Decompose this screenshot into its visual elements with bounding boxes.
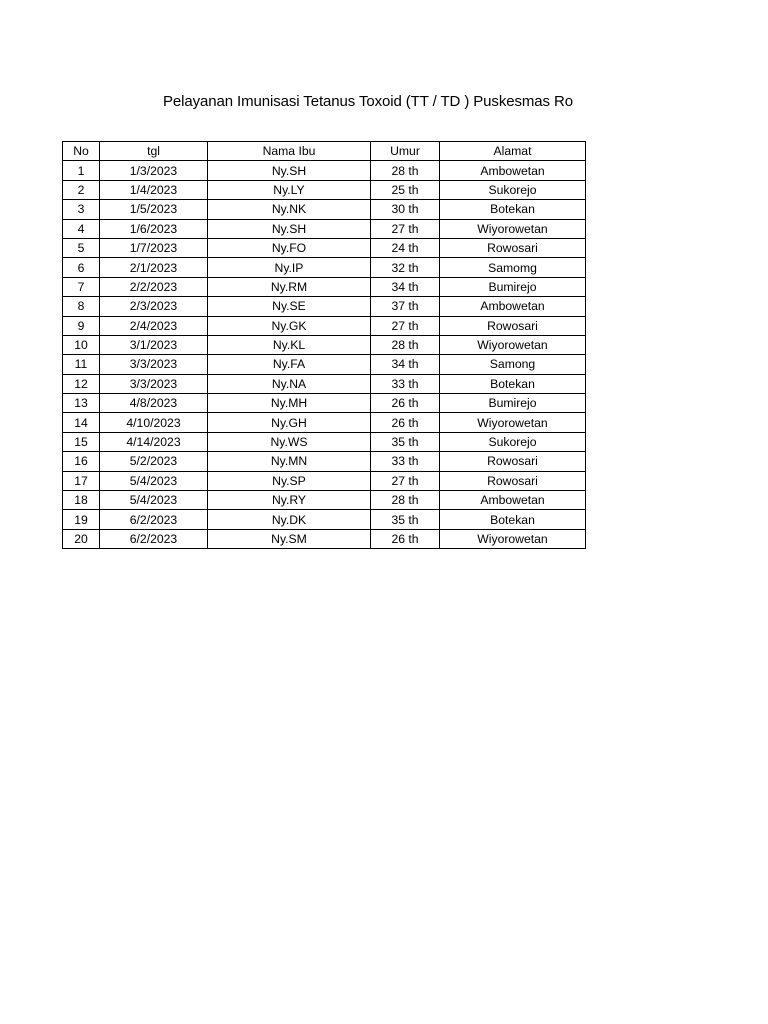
cell-no: 4 <box>63 219 100 238</box>
table-row <box>63 238 586 257</box>
cell-umur: 26 th <box>371 394 440 413</box>
table-body <box>63 161 586 549</box>
cell-tgl: 1/4/2023 <box>100 180 208 199</box>
cell-nama-ibu: Ny.IP <box>208 258 371 277</box>
header-nama-ibu: Nama Ibu <box>208 142 371 161</box>
cell-nama-ibu: Ny.LY <box>208 180 371 199</box>
cell-nama-ibu: Ny.FO <box>208 238 371 257</box>
cell-alamat: Wiyorowetan <box>440 219 586 238</box>
header-alamat: Alamat <box>440 142 586 161</box>
title-area <box>0 90 587 116</box>
cell-tgl: 1/6/2023 <box>100 219 208 238</box>
cell-tgl: 3/1/2023 <box>100 335 208 354</box>
cell-no: 1 <box>63 161 100 180</box>
cell-umur: 25 th <box>371 180 440 199</box>
cell-umur: 34 th <box>371 277 440 296</box>
cell-umur: 27 th <box>371 219 440 238</box>
table-row <box>63 413 586 432</box>
cell-tgl: 3/3/2023 <box>100 355 208 374</box>
table-row <box>63 219 586 238</box>
cell-nama-ibu: Ny.MH <box>208 394 371 413</box>
cell-nama-ibu: Ny.RY <box>208 491 371 510</box>
table-row <box>63 374 586 393</box>
cell-alamat: Wiyorowetan <box>440 413 586 432</box>
table-row <box>63 491 586 510</box>
cell-umur: 28 th <box>371 161 440 180</box>
cell-tgl: 4/14/2023 <box>100 432 208 451</box>
cell-no: 7 <box>63 277 100 296</box>
cell-tgl: 2/3/2023 <box>100 297 208 316</box>
cell-umur: 28 th <box>371 335 440 354</box>
cell-nama-ibu: Ny.SM <box>208 529 371 548</box>
cell-nama-ibu: Ny.MN <box>208 452 371 471</box>
cell-tgl: 5/4/2023 <box>100 471 208 490</box>
cell-nama-ibu: Ny.NA <box>208 374 371 393</box>
cell-nama-ibu: Ny.GK <box>208 316 371 335</box>
cell-tgl: 1/7/2023 <box>100 238 208 257</box>
cell-alamat: Rowosari <box>440 316 586 335</box>
cell-alamat: Sukorejo <box>440 432 586 451</box>
cell-no: 11 <box>63 355 100 374</box>
cell-alamat: Samomg <box>440 258 586 277</box>
cell-no: 20 <box>63 529 100 548</box>
table-row <box>63 316 586 335</box>
cell-no: 8 <box>63 297 100 316</box>
table-row <box>63 510 586 529</box>
cell-nama-ibu: Ny.KL <box>208 335 371 354</box>
cell-no: 19 <box>63 510 100 529</box>
cell-alamat: Sukorejo <box>440 180 586 199</box>
table-row <box>63 161 586 180</box>
table-row <box>63 297 586 316</box>
cell-tgl: 6/2/2023 <box>100 529 208 548</box>
cell-tgl: 3/3/2023 <box>100 374 208 393</box>
cell-tgl: 5/4/2023 <box>100 491 208 510</box>
cell-alamat: Botekan <box>440 374 586 393</box>
cell-no: 3 <box>63 200 100 219</box>
cell-alamat: Wiyorowetan <box>440 529 586 548</box>
cell-umur: 30 th <box>371 200 440 219</box>
table-row <box>63 394 586 413</box>
cell-nama-ibu: Ny.FA <box>208 355 371 374</box>
cell-no: 15 <box>63 432 100 451</box>
table-row <box>63 452 586 471</box>
cell-nama-ibu: Ny.SH <box>208 219 371 238</box>
cell-alamat: Botekan <box>440 200 586 219</box>
cell-alamat: Ambowetan <box>440 297 586 316</box>
cell-alamat: Rowosari <box>440 452 586 471</box>
cell-umur: 28 th <box>371 491 440 510</box>
cell-nama-ibu: Ny.GH <box>208 413 371 432</box>
cell-tgl: 2/2/2023 <box>100 277 208 296</box>
header-row <box>63 142 586 161</box>
immunization-table <box>62 141 586 549</box>
cell-alamat: Ambowetan <box>440 491 586 510</box>
cell-no: 2 <box>63 180 100 199</box>
cell-tgl: 4/8/2023 <box>100 394 208 413</box>
cell-no: 16 <box>63 452 100 471</box>
table-row <box>63 200 586 219</box>
cell-nama-ibu: Ny.SP <box>208 471 371 490</box>
cell-umur: 32 th <box>371 258 440 277</box>
cell-umur: 34 th <box>371 355 440 374</box>
cell-tgl: 5/2/2023 <box>100 452 208 471</box>
cell-alamat: Bumirejo <box>440 277 586 296</box>
cell-tgl: 4/10/2023 <box>100 413 208 432</box>
header-tgl: tgl <box>100 142 208 161</box>
cell-alamat: Samong <box>440 355 586 374</box>
table-row <box>63 277 586 296</box>
cell-nama-ibu: Ny.SH <box>208 161 371 180</box>
cell-tgl: 2/1/2023 <box>100 258 208 277</box>
header-umur: Umur <box>371 142 440 161</box>
cell-no: 14 <box>63 413 100 432</box>
cell-umur: 24 th <box>371 238 440 257</box>
cell-umur: 35 th <box>371 432 440 451</box>
cell-alamat: Bumirejo <box>440 394 586 413</box>
cell-alamat: Botekan <box>440 510 586 529</box>
cell-nama-ibu: Ny.WS <box>208 432 371 451</box>
cell-alamat: Rowosari <box>440 238 586 257</box>
cell-umur: 26 th <box>371 413 440 432</box>
cell-umur: 27 th <box>371 316 440 335</box>
document-title: Pelayanan Imunisasi Tetanus Toxoid (TT / TD ) Puskesmas Ro <box>163 93 573 110</box>
cell-tgl: 1/5/2023 <box>100 200 208 219</box>
cell-no: 12 <box>63 374 100 393</box>
cell-umur: 26 th <box>371 529 440 548</box>
cell-no: 18 <box>63 491 100 510</box>
cell-umur: 27 th <box>371 471 440 490</box>
table-row <box>63 432 586 451</box>
cell-nama-ibu: Ny.DK <box>208 510 371 529</box>
cell-no: 5 <box>63 238 100 257</box>
table-row <box>63 258 586 277</box>
cell-tgl: 1/3/2023 <box>100 161 208 180</box>
cell-tgl: 6/2/2023 <box>100 510 208 529</box>
cell-alamat: Ambowetan <box>440 161 586 180</box>
cell-no: 9 <box>63 316 100 335</box>
cell-nama-ibu: Ny.RM <box>208 277 371 296</box>
cell-umur: 37 th <box>371 297 440 316</box>
table-row <box>63 529 586 548</box>
table-row <box>63 355 586 374</box>
table-row <box>63 335 586 354</box>
cell-tgl: 2/4/2023 <box>100 316 208 335</box>
cell-nama-ibu: Ny.NK <box>208 200 371 219</box>
header-no: No <box>63 142 100 161</box>
cell-no: 13 <box>63 394 100 413</box>
cell-umur: 35 th <box>371 510 440 529</box>
cell-no: 17 <box>63 471 100 490</box>
cell-no: 10 <box>63 335 100 354</box>
cell-nama-ibu: Ny.SE <box>208 297 371 316</box>
table-row <box>63 180 586 199</box>
cell-umur: 33 th <box>371 452 440 471</box>
cell-alamat: Rowosari <box>440 471 586 490</box>
cell-no: 6 <box>63 258 100 277</box>
table-row <box>63 471 586 490</box>
cell-umur: 33 th <box>371 374 440 393</box>
cell-alamat: Wiyorowetan <box>440 335 586 354</box>
